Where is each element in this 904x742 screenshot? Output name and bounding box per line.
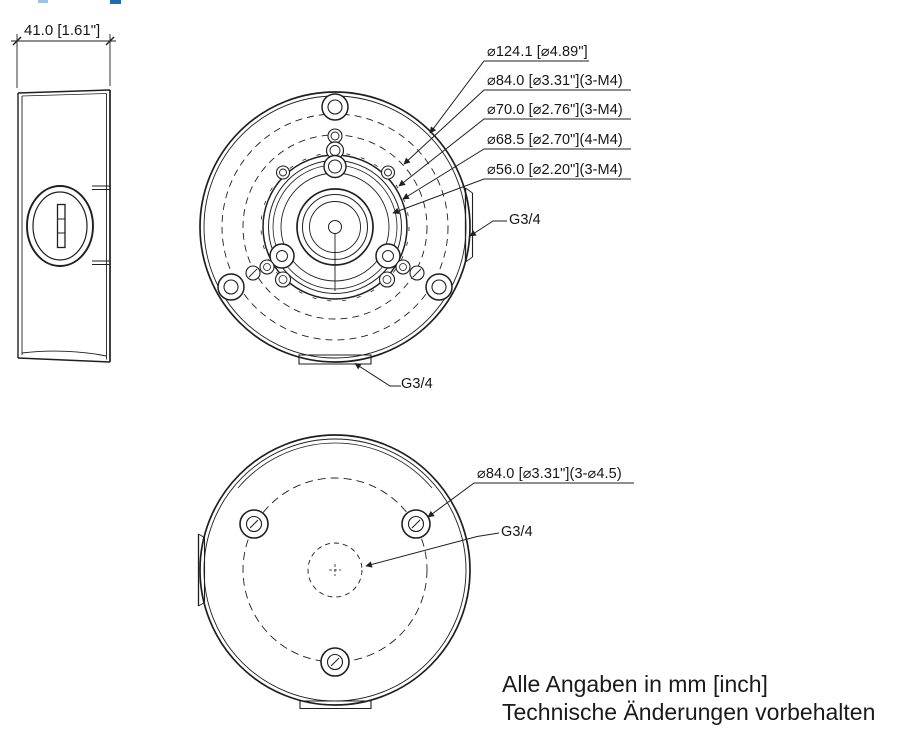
lower-left-hole-cluster: [246, 244, 294, 287]
lower-right-hole-cluster: [376, 244, 424, 287]
callout-diameter-68: ⌀68.5 [⌀2.70"](4-M4): [487, 132, 623, 148]
center-hub: [281, 173, 389, 291]
side-lock-boss: [27, 186, 93, 266]
callout-diameter-70: ⌀70.0 [⌀2.76"](3-M4): [487, 102, 623, 118]
center-knockout: [308, 543, 362, 597]
top-screw-holes: [324, 129, 346, 178]
callout-back-diameter-84: ⌀84.0 [⌀3.31"](3-⌀4.5): [477, 466, 622, 482]
back-screw-holes: [240, 510, 430, 676]
note-units: Alle Angaben in mm [inch]: [502, 671, 768, 697]
thread-label-side: G3/4: [509, 212, 541, 228]
side-width-dimension-label: 41.0 [1.61"]: [24, 22, 101, 39]
thread-label-bottom: G3/4: [401, 376, 433, 392]
callout-diameter-84: ⌀84.0 [⌀3.31"](3-M4): [487, 73, 623, 89]
back-view-drawing: [199, 435, 471, 709]
callout-diameter-124: ⌀124.1 [⌀4.89"]: [487, 44, 588, 60]
side-view-drawing: [11, 34, 116, 362]
front-view-drawing: [200, 92, 473, 364]
side-width-dimension-lines: [11, 34, 116, 88]
thread-label-back-center: G3/4: [501, 524, 533, 540]
callout-diameter-56: ⌀56.0 [⌀2.20"](3-M4): [487, 162, 623, 178]
note-subject-to-change: Technische Änderungen vorbehalten: [502, 699, 876, 725]
